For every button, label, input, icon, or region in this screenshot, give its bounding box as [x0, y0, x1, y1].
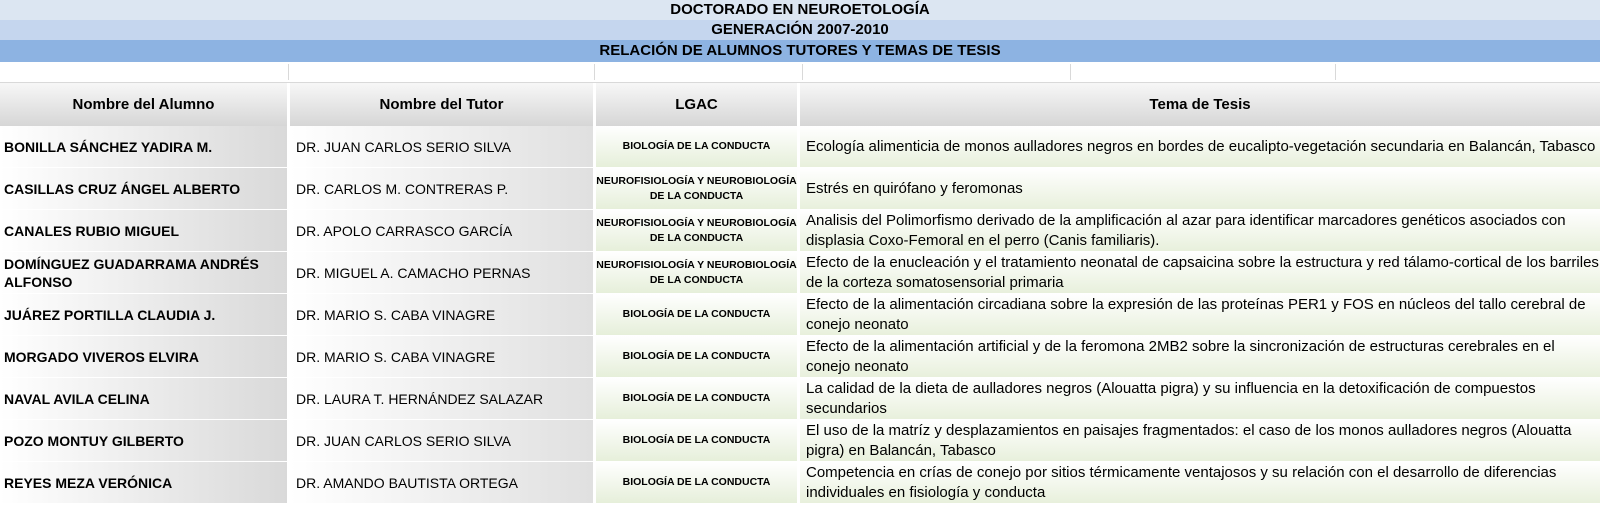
student-cell-text: MORGADO VIVEROS ELVIRA — [4, 348, 199, 365]
lgac-cell — [596, 126, 800, 168]
topic-cell — [800, 126, 1600, 168]
topic-cell-text: La calidad de la dieta de aulladores negros (Alouatta pigra) y su influencia en la detoxificación de compuestos secundarios — [806, 379, 1536, 417]
student-cell — [0, 336, 290, 378]
tutor-cell-text: DR. AMANDO BAUTISTA ORTEGA — [296, 474, 518, 491]
table-row — [0, 462, 1600, 504]
table-row — [0, 336, 1600, 378]
topic-cell — [800, 294, 1600, 336]
topic-cell — [800, 462, 1600, 504]
lgac-cell — [596, 378, 800, 420]
student-cell-text: REYES MEZA VERÓNICA — [4, 474, 173, 491]
lgac-cell-text: BIOLOGÍA DE LA CONDUCTA — [622, 476, 771, 488]
tutor-cell — [290, 294, 596, 336]
tutor-cell-text: DR. JUAN CARLOS SERIO SILVA — [296, 138, 511, 155]
tutor-cell — [290, 336, 596, 378]
table-body — [0, 126, 1600, 504]
student-cell — [0, 462, 290, 504]
student-cell-text: BONILLA SÁNCHEZ YADIRA M. — [4, 138, 213, 155]
student-cell-text: DOMÍNGUEZ GUADARRAMA ANDRÉS ALFONSO — [4, 255, 259, 290]
lgac-cell — [596, 168, 800, 210]
table-header — [0, 83, 1600, 126]
tutor-cell — [290, 126, 596, 168]
lgac-cell — [596, 336, 800, 378]
column-header-student: Nombre del Alumno — [0, 83, 290, 126]
lgac-cell — [596, 294, 800, 336]
tutor-cell-text: DR. CARLOS M. CONTRERAS P. — [296, 180, 509, 197]
tutor-cell-text: DR. MIGUEL A. CAMACHO PERNAS — [296, 264, 531, 281]
lgac-cell — [596, 420, 800, 462]
table-row — [0, 420, 1600, 462]
lgac-cell-text: NEUROFISIOLOGÍA Y NEUROBIOLOGÍA DE LA CONDUCTA — [596, 258, 797, 286]
table-row — [0, 210, 1600, 252]
lgac-cell-text: BIOLOGÍA DE LA CONDUCTA — [622, 140, 771, 152]
blank-spacer-row — [0, 62, 1600, 83]
topic-cell-text: Analisis del Polimorfismo derivado de la amplificación al azar para identificar marcadores genéticos asociados con displasia Coxo-Femoral en el perro (Canis familiaris). — [806, 211, 1566, 249]
student-cell — [0, 420, 290, 462]
student-cell — [0, 294, 290, 336]
table-row — [0, 168, 1600, 210]
tutor-cell-text: DR. JUAN CARLOS SERIO SILVA — [296, 432, 511, 449]
topic-cell-text: Efecto de la enucleación y el tratamiento neonatal de capsaicina sobre la estructura y red tálamo-cortical de los barriles de la corteza somatosensorial primaria — [806, 253, 1599, 291]
topic-cell-text: Estrés en quirófano y feromonas — [806, 179, 1023, 197]
topic-cell — [800, 252, 1600, 294]
tutor-cell-text: DR. MARIO S. CABA VINAGRE — [296, 348, 496, 365]
table-row — [0, 294, 1600, 336]
column-header-topic: Tema de Tesis — [800, 83, 1600, 126]
tutor-cell-text: DR. LAURA T. HERNÁNDEZ SALAZAR — [296, 390, 544, 407]
topic-cell — [800, 378, 1600, 420]
tutor-cell-text: DR. MARIO S. CABA VINAGRE — [296, 306, 496, 323]
tutor-cell — [290, 210, 596, 252]
table-row — [0, 378, 1600, 420]
tutor-cell — [290, 420, 596, 462]
topic-cell-text: Ecología alimenticia de monos aulladores negros en bordes de eucalipto-vegetación secundaria en Balancán, Tabasco — [806, 137, 1596, 155]
column-header-lgac: LGAC — [596, 83, 800, 126]
topic-cell-text: Efecto de la alimentación circadiana sobre la expresión de las proteínas PER1 y FOS en núcleos del tallo cerebral de conejo neonato — [806, 295, 1586, 333]
student-cell-text: POZO MONTUY GILBERTO — [4, 432, 184, 449]
title-band: DOCTORADO EN NEUROETOLOGÍA — [0, 0, 1600, 20]
student-cell — [0, 378, 290, 420]
table-row — [0, 252, 1600, 294]
student-cell-text: CASILLAS CRUZ ÁNGEL ALBERTO — [4, 180, 241, 197]
student-cell-text: JUÁREZ PORTILLA CLAUDIA J. — [4, 306, 216, 323]
lgac-cell — [596, 252, 800, 294]
lgac-cell-text: BIOLOGÍA DE LA CONDUCTA — [622, 350, 771, 362]
tutor-cell — [290, 252, 596, 294]
lgac-cell-text: BIOLOGÍA DE LA CONDUCTA — [622, 308, 771, 320]
subtitle-band: RELACIÓN DE ALUMNOS TUTORES Y TEMAS DE TESIS — [0, 40, 1600, 62]
lgac-cell-text: BIOLOGÍA DE LA CONDUCTA — [622, 392, 771, 404]
tutor-cell — [290, 462, 596, 504]
lgac-cell-text: BIOLOGÍA DE LA CONDUCTA — [622, 434, 771, 446]
topic-cell-text: Competencia en crías de conejo por sitios térmicamente ventajosos y su relación con el desarrollo de diferencias individuales en fisiología y conducta — [806, 463, 1557, 501]
lgac-cell-text: NEUROFISIOLOGÍA Y NEUROBIOLOGÍA DE LA CONDUCTA — [596, 216, 797, 244]
topic-cell-text: Efecto de la alimentación artificial y de la feromona 2MB2 sobre la sincronización de estructuras cerebrales en el conejo neonato — [806, 337, 1555, 375]
student-cell-text: NAVAL AVILA CELINA — [4, 390, 150, 407]
column-header-tutor: Nombre del Tutor — [290, 83, 596, 126]
topic-cell — [800, 420, 1600, 462]
topic-cell — [800, 210, 1600, 252]
topic-cell — [800, 168, 1600, 210]
tutor-cell — [290, 168, 596, 210]
student-cell — [0, 168, 290, 210]
student-cell — [0, 210, 290, 252]
student-cell-text: CANALES RUBIO MIGUEL — [4, 222, 179, 239]
table-row — [0, 126, 1600, 168]
lgac-cell — [596, 210, 800, 252]
tutor-cell-text: DR. APOLO CARRASCO GARCÍA — [296, 222, 513, 239]
topic-cell-text: El uso de la matríz y desplazamientos en paisajes fragmentados: el caso de los monos aulladores negros (Alouatta pigra) en Balancán, Tabasco — [806, 421, 1572, 459]
topic-cell — [800, 336, 1600, 378]
lgac-cell-text: NEUROFISIOLOGÍA Y NEUROBIOLOGÍA DE LA CONDUCTA — [596, 174, 797, 202]
lgac-cell — [596, 462, 800, 504]
student-cell — [0, 126, 290, 168]
student-cell — [0, 252, 290, 294]
generation-band: GENERACIÓN 2007-2010 — [0, 20, 1600, 40]
tutor-cell — [290, 378, 596, 420]
